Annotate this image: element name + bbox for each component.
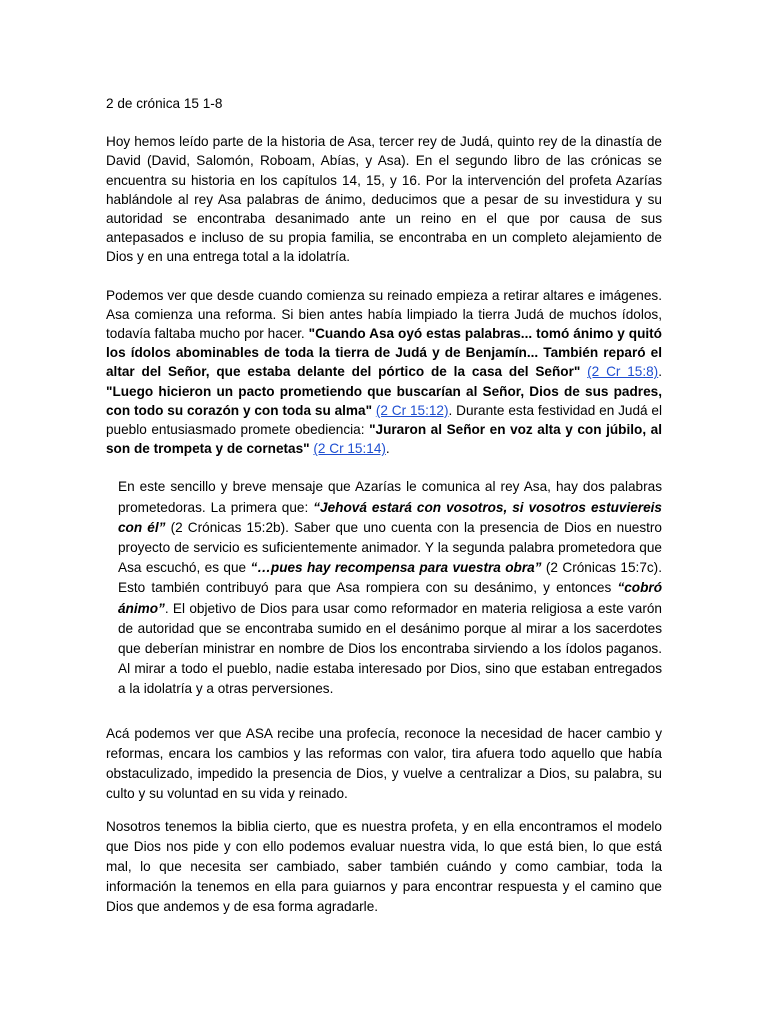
paragraph-asa-prophecy: Acá podemos ver que ASA recibe una profecía, reconoce la necesidad de hacer cambio y reformas, encara los cambios y las reformas con valor, tira afuera todo aquello que había obstaculizado, impedido la presencia de Dios, y vuelve a centralizar a Dios, su palabra, su culto y su voluntad en su vida y reinado. bbox=[106, 725, 662, 802]
paragraph-message bbox=[106, 477, 662, 699]
paragraph-reform: Podemos ver que desde cuando comienza su reinado empieza a retirar altares e imágenes. Asa comienza una reforma. Si bien antes había limpiado la tierra Judá de muchos ídolos, todavía faltaba mucho por hacer. "Cuando Asa oyó estas palabras... tomó ánimo y quitó los ídolos abominables de toda la tierra de Judá y de Benjamín... También reparó el altar del Señor, que estaba delante del pórtico de la casa del Señor" (2 Cr 15:8). "Luego hicieron un pacto prometiendo que buscarían al Señor, Dios de sus padres, con todo su corazón y con toda su alma" (2 Cr 15:12). Durante esta festividad en Judá el pueblo entusiasmado promete obediencia: "Juraron al Señor en voz alta y con júbilo, al son de trompeta y de cornetas" (2 Cr 15:14). bbox=[106, 287, 662, 457]
reform-text: Podemos ver que desde cuando comienza su reinado empieza a retirar altares e imágenes. Asa comienza una reforma. Si bien antes había limpiado la tierra Judá de muchos ídolos, todavía faltaba mucho por hacer. bbox=[106, 287, 662, 342]
quote-reward: “…pues hay recompensa para vuestra obra” bbox=[250, 560, 542, 576]
document-title: 2 de crónica 15 1-8 bbox=[106, 96, 223, 111]
reference-link-2cr-15-12[interactable]: (2 Cr 15:12) bbox=[375, 402, 449, 418]
message-text-4: . El objetivo de Dios para usar como reformador en materia religiosa a este varón de autoridad que se encontraba sumido en el desánimo porque al mirar a los sacerdotes que deberían ministrar en nombre de Dios los encontraba sirviendo a los ídolos paganos. Al mirar a todo el pueblo, nadie estaba interesado por Dios, sino que estaban entregados a la idolatría y a otras perversiones. bbox=[118, 600, 662, 697]
quote-took-heart: “cobró ánimo” bbox=[118, 580, 662, 616]
quote-jehovah-with-you: “Jehová estará con vosotros, si vosotros estuviereis con él” bbox=[118, 499, 662, 535]
quote-sworn-to-lord: "Juraron al Señor en voz alta y con júbilo, al son de trompeta y de cornetas" bbox=[106, 422, 662, 457]
reference-link-2cr-15-8[interactable]: (2 Cr 15:8) bbox=[587, 364, 659, 380]
paragraph-bible: Nosotros tenemos la biblia cierto, que es nuestra profeta, y en ella encontramos el modelo que Dios nos pide y con ello podemos evaluar nuestra vida, lo que está bien, lo que está mal, lo que necesita ser cambiado, saber también cuándo y como cambiar, toda la información la tenemos en ella para guiarnos y para encontrar respuesta y el camino que Dios que andemos y de esa forma agradarle. bbox=[106, 818, 662, 915]
quote-covenant: "Luego hicieron un pacto prometiendo que buscarían al Señor, Dios de sus padres, con todo su corazón y con toda su alma" bbox=[106, 383, 662, 418]
festivity-text: . Durante esta festividad en Judá el pueblo entusiasmado promete obediencia: bbox=[106, 402, 662, 438]
message-text-1: En este sencillo y breve mensaje que Azarías le comunica al rey Asa, hay dos palabras prometedoras. La primera que: bbox=[118, 479, 662, 515]
paragraph-intro: Hoy hemos leído parte de la historia de Asa, tercer rey de Judá, quinto rey de la dinastía de David (David, Salomón, Roboam, Abías, y Asa). En el segundo libro de las crónicas se encuentra su historia en los capítulos 14, 15, y 16. Por la intervención del profeta Azarías hablándole al rey Asa palabras de ánimo, deducimos que a pesar de su investidura y su autoridad se encontraba desanimado ante un reino en el que por causa de sus antepasados e incluso de su propia familia, se encontraba en un completo alejamiento de Dios y en una entrega total a la idolatría. bbox=[106, 134, 662, 265]
reference-link-2cr-15-14[interactable]: (2 Cr 15:14) bbox=[313, 441, 386, 457]
message-text-3: (2 Crónicas 15:7c). Esto también contribuyó para que Asa rompiera con su desánimo, y entonces bbox=[118, 560, 662, 596]
quote-asa-took-courage: "Cuando Asa oyó estas palabras... tomó ánimo y quitó los ídolos abominables de toda la tierra de Judá y de Benjamín... También reparó el altar del Señor, que estaba delante del pórtico de la casa del Señor" bbox=[106, 326, 662, 380]
message-text-2: (2 Crónicas 15:2b). Saber que uno cuenta con la presencia de Dios en nuestro proyecto de servicio es suficientemente animador. Y la segunda palabra prometedora que Asa escuchó, es que bbox=[118, 519, 662, 576]
